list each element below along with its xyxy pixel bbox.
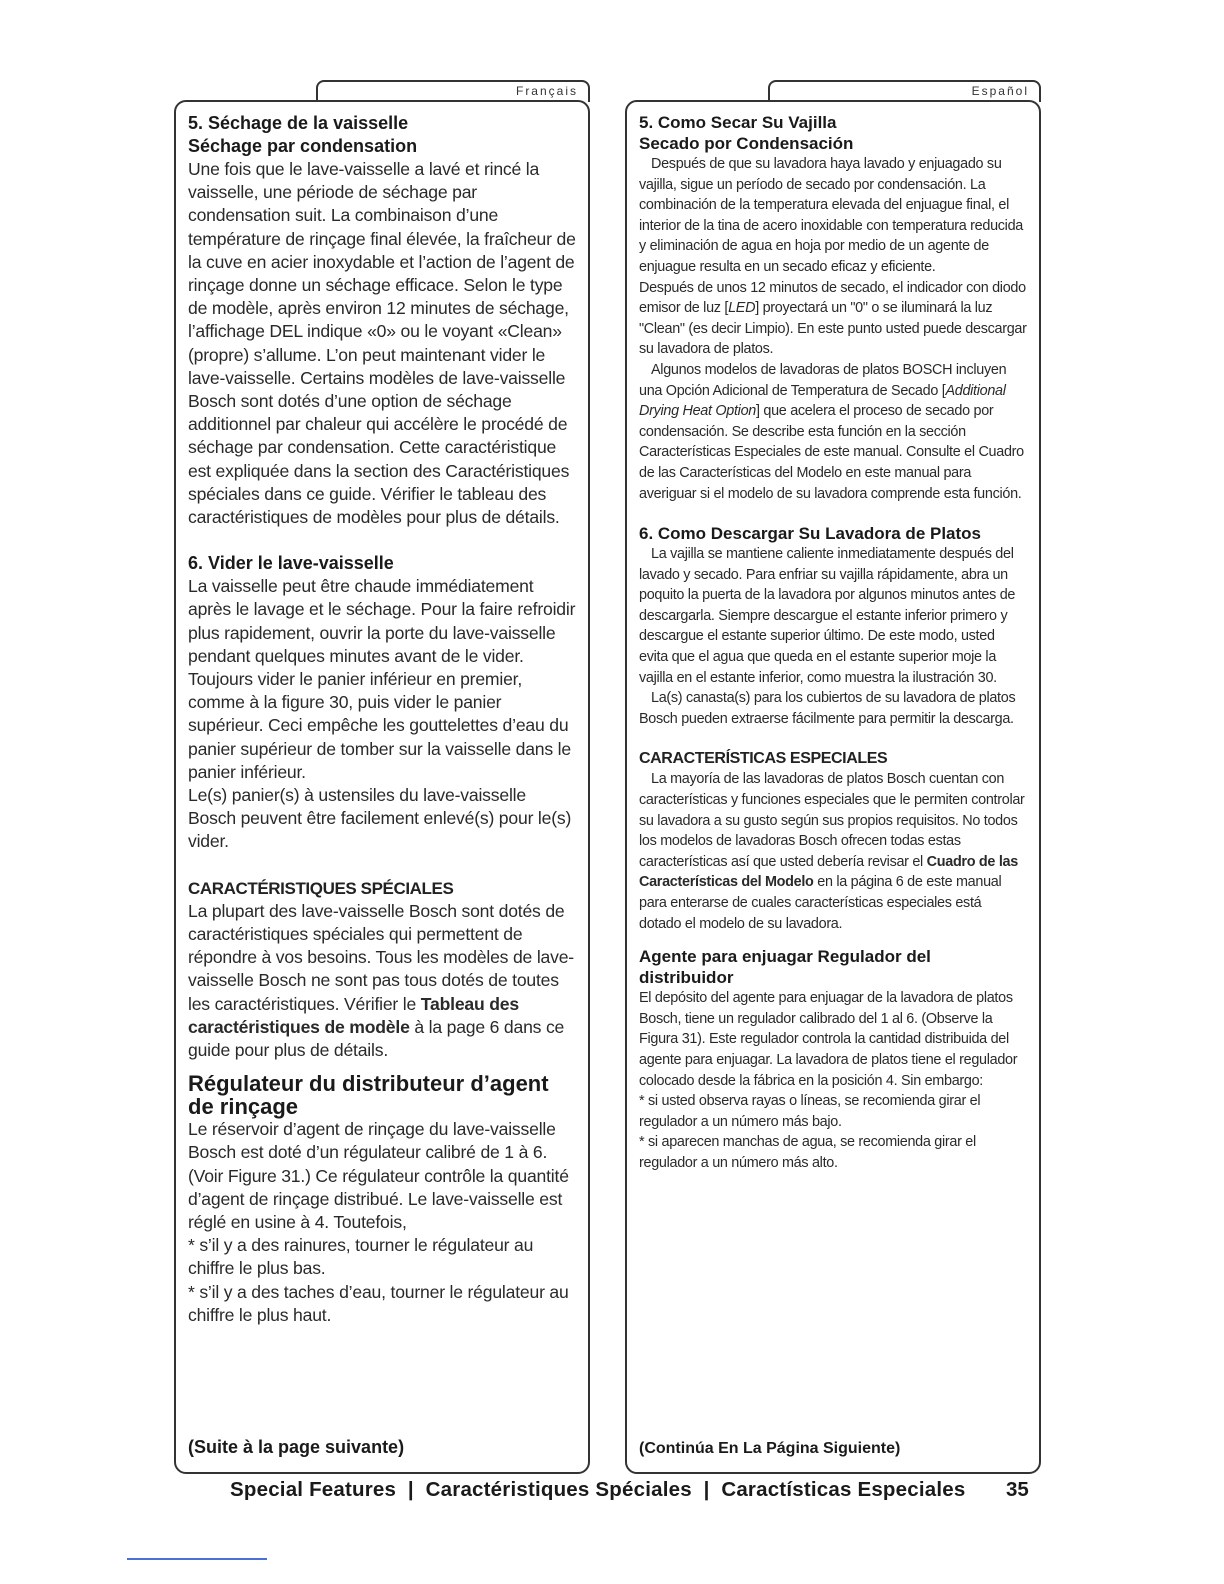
es-section5-title: 5. Como Secar Su Vajilla (639, 113, 837, 132)
es-section5-body: Después de que su lavadora haya lavado y enjuagado su vajilla, sigue un período de secado por condensación. La combinación de la temperatura elevada del enjuague final, el interior de la tina de acero inoxidable con temperatura reducida y eliminación de agua en hoja por medio de un agente de enjuague resulta en un secado eficaz y eficiente. (639, 156, 1023, 275)
fr-section5-title: 5. Séchage de la vaisselle (188, 113, 409, 133)
es-special-body: La mayoría de las lavadoras de platos Bosch cuentan con características y funciones especiales que le permiten controlar su lavadora a su gusto según sus propios requisitos. No todos los modelos de lavadoras Bosch ofrecen todas estas características así que usted debería revisar el Cuadro de las Características del Modelo en la página 6 de este manual para enterarse de cuales características especiales está dotado el modelo de su lavadora. (639, 771, 1025, 932)
fr-rinse-title: Régulateur du distributeur d’agent de rinçage (188, 1071, 549, 1120)
es-section5-body3: Algunos modelos de lavadoras de platos BOSCH incluyen una Opción Adicional de Temperatura de Secado [Additional Drying Heat Option] que acelera el proceso de secado por condensación. Se describe esta función en la sección Características Especiales de este manual. Consulte el Cuadro de las Características del Modelo en este manual para averiguar si el modelo de su lavadora comprende esta función. (639, 361, 1024, 502)
es-rinse-bullet1: * si usted observa rayas o líneas, se recomienda girar el regulador a un número más bajo. (639, 1093, 981, 1130)
fr-section6-title: 6. Vider le lave-vaisselle (188, 553, 394, 574)
es-section6-body2: La(s) canasta(s) para los cubiertos de su lavadora de platos Bosch pueden extraerse fácilmente para permitir la descarga. (639, 690, 1016, 727)
es-section5-subtitle: Secado por Condensación (639, 134, 854, 153)
fr-special-title: CARACTÉRISTIQUES SPÉCIALES (188, 878, 454, 898)
es-section6-body: La vajilla se mantiene caliente inmediatamente después del lavado y secado. Para enfriar su vajilla rápidamente, abra un poquito la puerta de la lavadora por algunos minutos antes de descargarla. Siempre descargue el estante inferior primero y descargue el estante superior último. De este modo, usted evita que el agua que queda en el estante superior moje la vajilla en el estante inferior, como muestra la ilustración 30. (639, 546, 1016, 686)
fr-model-table-ref: Tableau des caractéristiques de modèle (188, 993, 519, 1037)
tab-espanol: Español (768, 80, 1041, 102)
page-footer: Special Features | Caractéristiques Spéciales | Caractísticas Especiales (230, 1478, 966, 1501)
fr-special-body: La plupart des lave-vaisselle Bosch sont dotés de caractéristiques spéciales qui permettent de répondre à vos besoins. Tous les modèles de lave-vaisselle Bosch ne sont pas tous dotés de toutes les caractéristiques. Vérifier le Tableau des caractéristiques de modèle à la page 6 dans ce guide pour plus de détails. (188, 900, 574, 1060)
tab-francais: Français (316, 80, 590, 102)
es-rinse-title: Agente para enjuagar Regulador del distribuidor (639, 947, 931, 988)
footer-rule (127, 1558, 267, 1560)
fr-section5-subtitle: Séchage par condensation (188, 136, 418, 156)
fr-rinse-bullet2: * s’il y a des taches d’eau, tourner le régulateur au chiffre le plus haut. (188, 1281, 569, 1325)
es-rinse-bullet2: * si aparecen manchas de agua, se recomienda girar el regulador a un número más alto. (639, 1134, 976, 1171)
fr-continued: (Suite à la page suivante) (188, 1437, 405, 1457)
spanish-column (625, 100, 1041, 1474)
fr-section5-body: Une fois que le lave-vaisselle a lavé et rincé la vaisselle, une période de séchage par condensation suit. La combinaison d’une température de rinçage final élevée, la fraîcheur de la cuve en acier inoxydable et l’action de l’agent de rinçage donne un séchage efficace. Selon le type de modèle, après environ 12 minutes de séchage, l’affichage DEL indique «0» ou le voyant «Clean» (propre) s’allume. L’on peut maintenant vider le lave-vaisselle. Certains modèles de lave-vaisselle Bosch sont dotés d’une option de séchage additionnel par chaleur qui accélère le procédé de séchage par condensation. Cette caractéristique est expliquée dans la section des Caractéristiques spéciales dans ce guide. Vérifier le tableau des caractéristiques de modèles pour plus de détails. (188, 159, 576, 528)
french-column (174, 100, 590, 1474)
es-model-table-ref: Cuadro de las Características del Modelo (639, 853, 1018, 891)
page-number: 35 (1006, 1478, 1029, 1501)
es-continued: (Continúa En La Página Siguiente) (639, 1440, 901, 1457)
fr-section6-body2: Le(s) panier(s) à ustensiles du lave-vaisselle Bosch peuvent être facilement enlevé(s) pour le(s) vider. (188, 785, 572, 852)
fr-section6-body: La vaisselle peut être chaude immédiatement après le lavage et le séchage. Pour la faire refroidir plus rapidement, ouvrir la porte du lave-vaisselle pendant quelques minutes avant de le vider. Toujours vider le panier inférieur en premier, comme à la figure 30, puis vider le panier supérieur. Ceci empêche les gouttelettes d’eau du panier supérieur de tomber sur la vaisselle dans le panier inférieur. (188, 576, 576, 782)
es-section5-body2: Después de unos 12 minutos de secado, el indicador con diodo emisor de luz [LED] proyectará un "0" o se iluminará la luz "Clean" (es decir Limpio). En este punto usted puede descargar su lavadora de platos. (639, 279, 1027, 358)
fr-rinse-body: Le réservoir d’agent de rinçage du lave-vaisselle Bosch est doté d’un régulateur calibré de 1 à 6. (Voir Figure 31.) Ce régulateur contrôle la quantité d’agent de rinçage distribué. Le lave-vaisselle est réglé en usine à 4. Toutefois, (188, 1119, 569, 1232)
es-section6-title: 6. Como Descargar Su Lavadora de Platos (639, 524, 982, 544)
es-rinse-body: El depósito del agente para enjuagar de la lavadora de platos Bosch, tiene un regulador calibrado del 1 al 6. (Observe la Figura 31). Este regulador controla la cantidad distribuida del agente para enjuagar. La lavadora de platos tiene el regulador colocado desde la fábrica en la posición 4. Sin embargo: (639, 990, 1018, 1089)
fr-rinse-bullet1: * s’il y a des rainures, tourner le régulateur au chiffre le plus bas. (188, 1235, 534, 1279)
es-special-title: CARACTERÍSTICAS ESPECIALES (639, 750, 888, 768)
